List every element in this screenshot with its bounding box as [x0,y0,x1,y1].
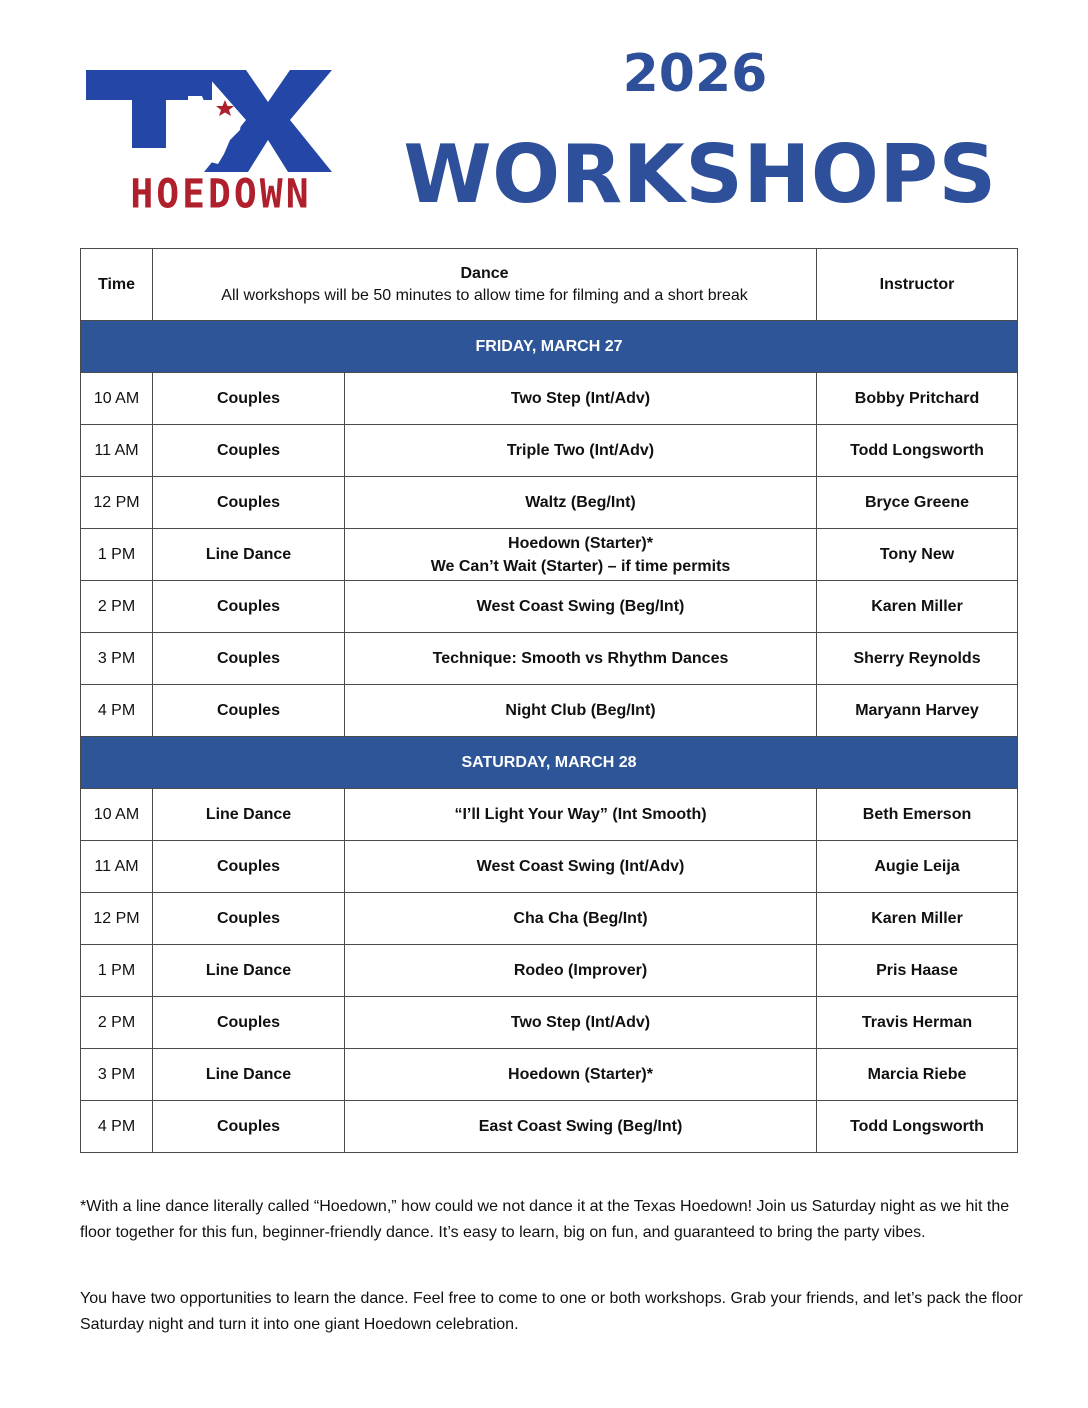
cell-instructor: Karen Miller [817,893,1018,945]
cell-instructor: Augie Leija [817,841,1018,893]
cell-dance [345,633,817,685]
dance-name: Triple Two (Int/Adv) [506,442,655,459]
cell-dance-type: Couples [153,581,345,633]
cell-dance [345,893,817,945]
logo-wordmark: HOEDOWN [130,170,312,218]
cell-time: 2 PM [81,997,153,1049]
table-row [81,529,1018,581]
dance-name: East Coast Swing (Beg/Int) [478,1118,683,1135]
dance-name: Hoedown (Starter)* [508,534,653,552]
cell-time: 12 PM [81,477,153,529]
dance-name: Technique: Smooth vs Rhythm Dances [432,650,729,667]
table-row [81,1101,1018,1153]
dance-name: “I’ll Light Your Way” (Int Smooth) [454,806,707,823]
dance-name: West Coast Swing (Int/Adv) [476,858,685,875]
cell-dance-type: Couples [153,425,345,477]
cell-dance-type: Line Dance [153,1049,345,1101]
dance-name: West Coast Swing (Beg/Int) [476,598,685,615]
cell-dance-type: Line Dance [153,789,345,841]
cell-instructor: Karen Miller [817,581,1018,633]
page-title: WORKSHOPS [403,128,997,221]
tx-hoedown-logo [84,68,334,218]
cell-dance-type: Couples [153,477,345,529]
cell-time: 3 PM [81,1049,153,1101]
header-year: 2026 [622,44,768,104]
cell-dance [345,685,817,737]
table-row [81,425,1018,477]
cell-dance [345,789,817,841]
table-header-row [81,249,1018,321]
day-label: SATURDAY, MARCH 28 [81,737,1018,789]
cell-dance-type: Couples [153,893,345,945]
cell-instructor: Todd Longsworth [817,425,1018,477]
day-header-row [81,321,1018,373]
cell-dance-type: Couples [153,841,345,893]
column-header-dance-label: Dance [460,264,509,282]
cell-dance [345,581,817,633]
cell-time: 11 AM [81,841,153,893]
cell-time: 1 PM [81,529,153,581]
cell-instructor: Bobby Pritchard [817,373,1018,425]
table-row [81,945,1018,997]
table-row [81,581,1018,633]
cell-dance [345,1049,817,1101]
dance-name: Hoedown (Starter)* [508,1066,653,1083]
day-label: FRIDAY, MARCH 27 [81,321,1018,373]
table-row [81,373,1018,425]
cell-dance [345,997,817,1049]
day-header-row [81,737,1018,789]
table-row [81,997,1018,1049]
table-row [81,477,1018,529]
dance-name: Waltz (Beg/Int) [525,494,636,511]
cell-time: 11 AM [81,425,153,477]
table-row [81,893,1018,945]
cell-instructor: Beth Emerson [817,789,1018,841]
cell-time: 1 PM [81,945,153,997]
cell-instructor: Bryce Greene [817,477,1018,529]
cell-dance [345,1101,817,1153]
dance-name: We Can’t Wait (Starter) – if time permits [430,557,731,575]
cell-dance-type: Line Dance [153,529,345,581]
cell-time: 10 AM [81,789,153,841]
table-row [81,841,1018,893]
cell-dance-type: Couples [153,373,345,425]
cell-dance-type: Couples [153,1101,345,1153]
column-header-time: Time [81,249,153,321]
table-row [81,633,1018,685]
workshop-schedule-table [80,248,1018,1153]
cell-instructor: Pris Haase [817,945,1018,997]
cell-time: 10 AM [81,373,153,425]
cell-dance [345,945,817,997]
tx-letters-graphic [84,68,334,178]
cell-dance-type: Line Dance [153,945,345,997]
cell-dance-type: Couples [153,633,345,685]
cell-dance [345,477,817,529]
cell-dance-type: Couples [153,685,345,737]
cell-time: 3 PM [81,633,153,685]
cell-instructor: Sherry Reynolds [817,633,1018,685]
cell-dance [345,841,817,893]
column-header-instructor: Instructor [817,249,1018,321]
table-row [81,789,1018,841]
dance-name: Rodeo (Improver) [513,962,648,979]
table-row [81,1049,1018,1101]
cell-dance [345,425,817,477]
schedule-body [81,321,1018,1153]
cell-dance-type: Couples [153,997,345,1049]
cell-instructor: Maryann Harvey [817,685,1018,737]
table-row [81,685,1018,737]
dance-name: Night Club (Beg/Int) [505,702,656,719]
dance-name: Cha Cha (Beg/Int) [513,910,648,927]
cell-instructor: Todd Longsworth [817,1101,1018,1153]
cell-dance [345,529,817,581]
cell-instructor: Travis Herman [817,997,1018,1049]
cell-time: 4 PM [81,1101,153,1153]
column-header-dance-note: All workshops will be 50 minutes to allow time for filming and a short break [221,286,748,304]
cell-time: 12 PM [81,893,153,945]
cell-dance [345,373,817,425]
footnote-paragraph-2: You have two opportunities to learn the dance. Feel free to come to one or both workshops. Grab your friends, and let’s pack the floor Saturday night and turn it into one giant Hoedown celebration. [80,1290,1023,1333]
footnote-paragraph-1: *With a line dance literally called “Hoedown,” how could we not dance it at the Texas Hoedown! Join us Saturday night as we hit the floor together for this fun, beginner-friendly dance. It’s easy to learn, big on fun, and guaranteed to bring the party vibes. [80,1198,1010,1241]
column-header-dance [153,249,817,321]
cell-instructor: Marcia Riebe [817,1049,1018,1101]
cell-time: 2 PM [81,581,153,633]
dance-name: Two Step (Int/Adv) [510,1014,651,1031]
cell-instructor: Tony New [817,529,1018,581]
cell-time: 4 PM [81,685,153,737]
dance-name: Two Step (Int/Adv) [510,390,651,407]
